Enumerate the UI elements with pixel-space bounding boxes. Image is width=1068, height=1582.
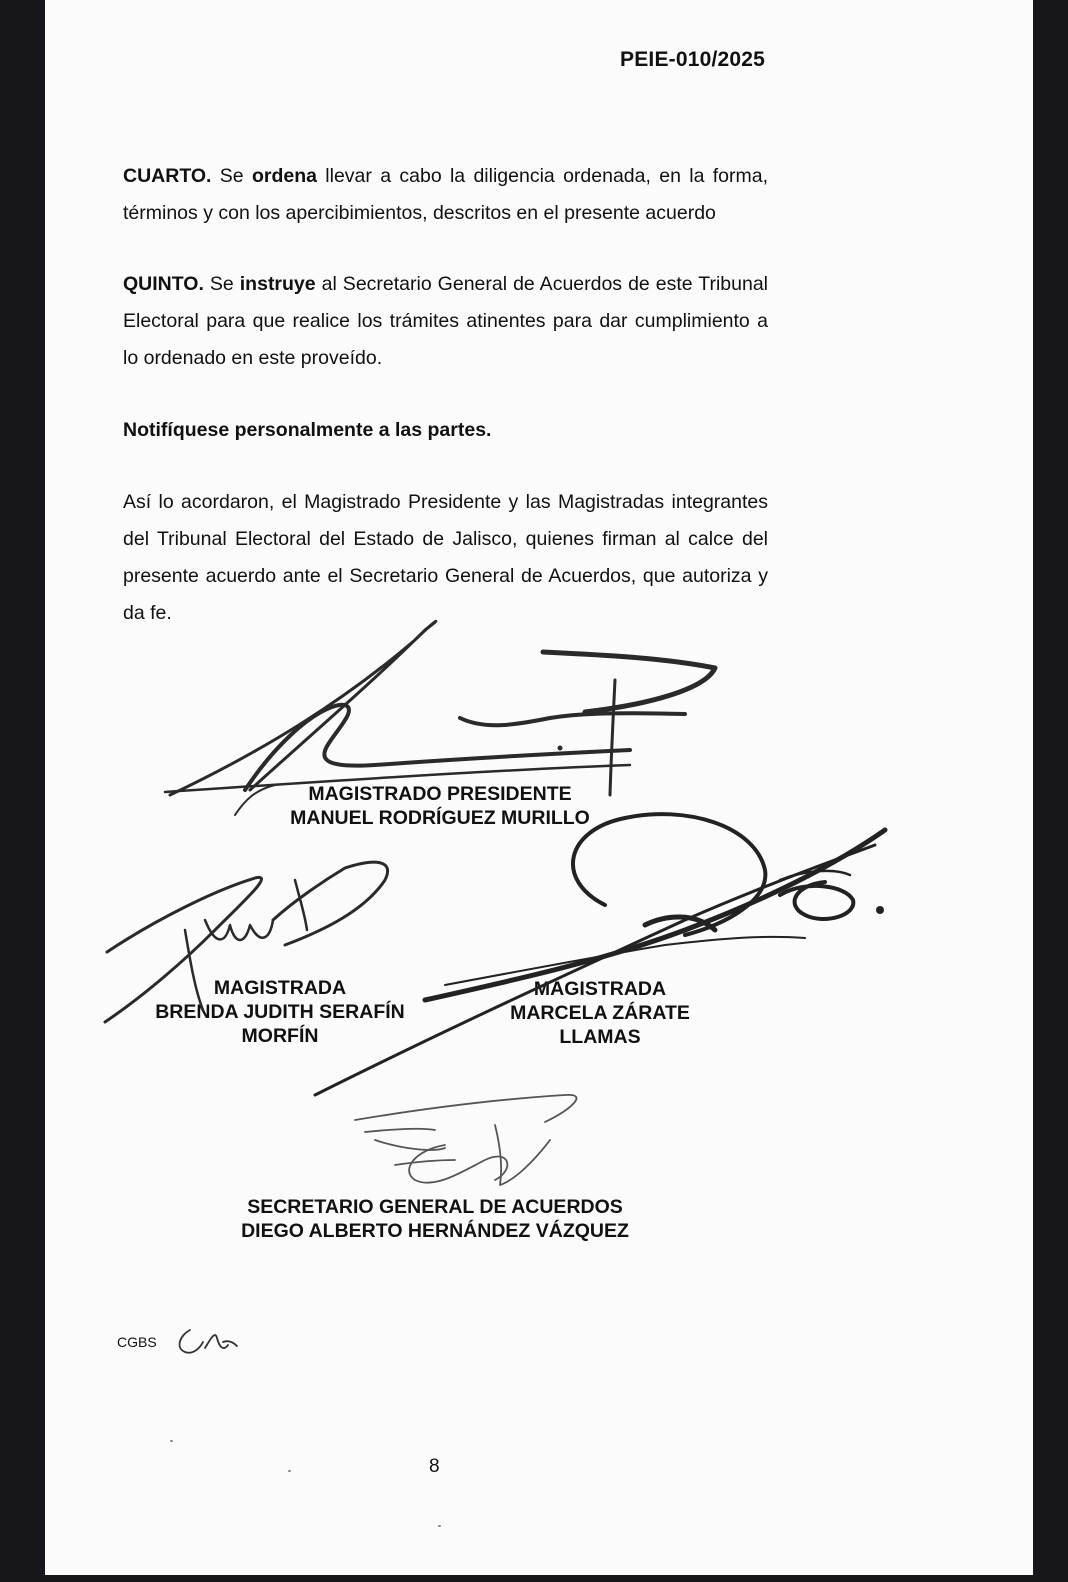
document-page xyxy=(45,0,1033,1575)
closing-paragraph: Así lo acordaron, el Magistrado Presidente y las Magistradas integrantes del Tribunal Electoral del Estado de Jalisco, quienes firman al calce del presente acuerdo ante el Secretario General de Acuerdos, que autoriza y da fe. xyxy=(123,491,768,624)
paragraph-quinto xyxy=(123,266,768,377)
initials-label: CGBS xyxy=(117,1334,157,1350)
magistrate-1-title: MAGISTRADA xyxy=(213,977,347,999)
scan-speck xyxy=(288,1470,291,1472)
case-number: PEIE-010/2025 xyxy=(620,48,766,71)
magistrate-2-name-line2: LLAMAS xyxy=(559,1026,641,1048)
cuarto-text-1: Se xyxy=(211,165,252,187)
page-number: 8 xyxy=(429,1456,440,1477)
paragraph-cuarto xyxy=(123,158,768,232)
magistrate-2-title: MAGISTRADA xyxy=(533,978,667,1000)
secretary-title: SECRETARIO GENERAL DE ACUERDOS xyxy=(247,1196,623,1218)
scan-speck xyxy=(170,1440,173,1442)
president-signature-block xyxy=(255,782,625,830)
cuarto-text-2: llevar a cabo la diligencia ordenada, en la forma, términos y con los apercibimientos, descritos en el presente acuerdo xyxy=(123,165,768,224)
president-title: MAGISTRADO PRESIDENTE xyxy=(308,783,572,805)
quinto-bold-1: instruye xyxy=(239,273,316,295)
magistrate-2-signature-block xyxy=(475,977,725,1049)
magistrate-1-signature-block xyxy=(135,976,425,1048)
initials-signature xyxy=(180,1330,237,1353)
magistrate-1-name-line2: MORFÍN xyxy=(241,1025,319,1047)
secretary-signature-block xyxy=(215,1195,655,1243)
quinto-text-1: Se xyxy=(203,273,240,295)
secretary-signature xyxy=(355,1095,576,1185)
quinto-text-2: al Secretario General de Acuerdos de este Tribunal Electoral para que realice los trámites atinentes para dar cumplimiento a lo ordenado en este proveído. xyxy=(123,273,768,369)
magistrate-1-name-line1: BRENDA JUDITH SERAFÍN xyxy=(155,1001,405,1023)
cuarto-lead: CUARTO. xyxy=(123,165,212,187)
secretary-name: DIEGO ALBERTO HERNÁNDEZ VÁZQUEZ xyxy=(241,1220,629,1242)
quinto-lead: QUINTO. xyxy=(123,273,204,295)
magistrate-2-name-line1: MARCELA ZÁRATE xyxy=(510,1002,690,1024)
notification-line: Notifíquese personalmente a las partes. xyxy=(123,419,492,441)
cuarto-bold-1: ordena xyxy=(251,165,317,187)
scan-speck xyxy=(438,1525,441,1527)
magistrate-2-signature xyxy=(315,814,885,1095)
president-name: MANUEL RODRÍGUEZ MURILLO xyxy=(290,807,590,829)
